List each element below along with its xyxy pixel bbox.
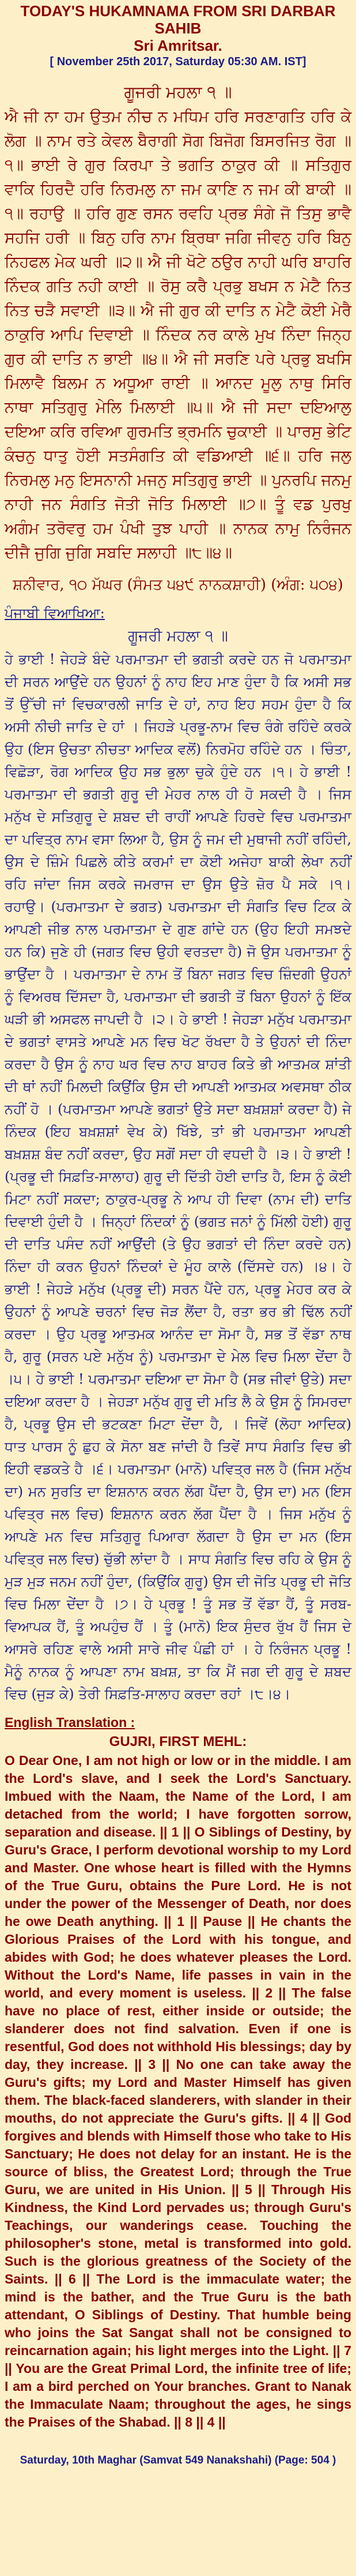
gurmukhi-dateline: ਸ਼ਨੀਵਾਰ, ੧੦ ਮੱਘਰ (ਸੰਮਤ ੫੪੯ ਨਾਨਕਸ਼ਾਹੀ) (ਅੰਗ: ੫੦੪) bbox=[13, 576, 343, 594]
english-section-label: English Translation : bbox=[5, 1715, 135, 1730]
header-location: Sri Amritsar. bbox=[134, 37, 222, 54]
punjabi-explanation: ਹੇ ਭਾਈ ! ਜੇਹੜੇ ਬੰਦੇ ਪਰਮਾਤਮਾ ਦੀ ਭਗਤੀ ਕਰਦੇ ਹਨ ਜੋ ਪਰਮਾਤਮਾ ਦੀ ਸਰਨ ਆਉਂਦੇ ਹਨ ਉਹਨਾਂ ਨੂੰ ਨਾਹ ਇਹ ਮਾਣ ਹੁੰਦਾ ਹੈ ਕਿ ਅਸੀ ਸਭ ਤੋਂ ਉੱਚੀ ਜਾਂ ਵਿਚਕਾਰਲੀ ਜਾਤਿ ਦੇ ਹਾਂ, ਨਾਹ ਇਹ ਸਹਮ ਹੁੰਦਾ ਹੈ ਕਿ ਅਸੀ ਨੀਚੀ ਜਾਤਿ ਦੇ ਹਾਂ । ਜਿਹੜੇ ਪ੍ਰਭੂ-ਨਾਮ ਵਿਚ ਰੰਗੇ ਰਹਿੰਦੇ ਕਰਕੇ ਉਹ (ਇਸ ਉਚਤਾ ਨੀਚਤਾ ਆਦਿਕ ਵਲੋਂ) ਨਿਰਮੋਹ ਰਹਿੰਦੇ ਹਨ । ਚਿੰਤਾ, ਵਿਛੋੜਾ, ਰੋਗ ਆਦਿਕ ਉਹ ਸਭ ਭੁਲਾ ਚੁਕੇ ਹੁੰਦੇ ਹਨ ।੧। ਹੇ ਭਾਈ ! ਪਰਮਾਤਮਾ ਦੀ ਭਗਤੀ ਗੁਰੂ ਦੀ ਮੇਹਰ ਨਾਲ ਹੀ ਹੋ ਸਕਦੀ ਹੈ । ਜਿਸ ਮਨੁੱਖ ਦੇ ਸਤਿਗੁਰੂ ਦੇ ਸ਼ਬਦ ਦੀ ਰਾਹੀਂ ਆਪਣੇ ਹਿਰਦੇ ਵਿਚ ਪਰਮਾਤਮਾ ਦਾ ਪਵਿਤ੍ਰ ਨਾਮ ਵਸਾ ਲਿਆ ਹੈ, ਉਸ ਨੂੰ ਜਮ ਦੀ ਮੁਥਾਜੀ ਨਹੀਂ ਰਹਿੰਦੀ, ਉਸ ਦੇ ਜ਼ਿੰਮੇ ਪਿਛਲੇ ਕੀਤੇ ਕਰਮਾਂ ਦਾ ਕੋਈ ਅਜੇਹਾ ਬਾਕੀ ਲੇਖਾ ਨਹੀਂ ਰਹਿ ਜਾਂਦਾ ਜਿਸ ਕਰਕੇ ਜਮਰਾਜ ਦਾ ਉਸ ਉਤੇ ਜ਼ੋਰ ਪੈ ਸਕੇ ।੧।ਰਹਾਉ। (ਪਰਮਾਤਮਾ ਦੇ ਭਗਤ) ਪਰਮਾਤਮਾ ਦੀ ਸੰਗਤਿ ਵਿਚ ਟਿਕ ਕੇ ਆਪਣੀ ਜੀਭ ਨਾਲ ਪਰਮਾਤਮਾ ਦੇ ਗੁਣ ਗਾਂਦੇ ਹਨ (ਉਹ ਇਹੀ ਸਮਝਦੇ ਹਨ ਕਿ) ਜੁਣੇ ਹੀ (ਜਗਤ ਵਿਚ ਉਹੀ ਵਰਤਦਾ ਹੈ) ਜੋ ਉਸ ਪਰਮਾਤਮਾ ਨੂੰ ਭਾਉਂਦਾ ਹੈ । ਪਰਮਾਤਮਾ ਦੇ ਨਾਮ ਤੋਂ ਬਿਨਾ ਜਗਤ ਵਿਚ ਜ਼ਿੰਦਗੀ ਉਹਨਾਂ ਨੂੰ ਵਿਅਰਥ ਦਿੱਸਦਾ ਹੈ, ਪਰਮਾਤਮਾ ਦੀ ਭਗਤੀ ਤੋਂ ਬਿਨਾ ਉਹਨਾਂ ਨੂੰ ਇੱਕ ਘੜੀ ਭੀ ਅਸਫਲ ਜਾਪਦੀ ਹੈ ।੨। ਹੇ ਭਾਈ ! ਜੇਹੜਾ ਮਨੁੱਖ ਪਰਮਾਤਮਾ ਦੇ ਭਗਤਾਂ ਵਾਸਤੇ ਆਪਣੇ ਮਨ ਵਿਚ ਖੋਟ ਰੱਖਦਾ ਹੈ ਤੇ ਉਹਨਾਂ ਦੀ ਨਿੰਦਾ ਕਰਦਾ ਹੈ ਉਸ ਨੂੰ ਨਾਹ ਘਰ ਵਿਚ ਨਾਹ ਬਾਹਰ ਕਿਤੇ ਭੀ ਆਤਮਕ ਸ਼ਾਂਤੀ ਦੀ ਥਾਂ ਨਹੀਂ ਮਿਲਦੀ ਕਿਉਂਕਿ ਉਸ ਦੀ ਆਪਣੀ ਆਤਮਕ ਅਵਸਥਾ ਠੀਕ ਨਹੀਂ ਹੋ । (ਪਰਮਾਤਮਾ ਆਪਣੇ ਭਗਤਾਂ ਉਤੇ ਸਦਾ ਬਖ਼ਸ਼ਸ਼ਾਂ ਕਰਦਾ ਹੈ) ਜੇ ਨਿੰਦਕ (ਇਹ ਬਖ਼ਸ਼ਸ਼ਾਂ ਵੇਖ ਕੇ) ਖਿੱਝੇ, ਤਾਂ ਭੀ ਪਰਮਾਤਮਾ ਆਪਣੀ ਬਖ਼ਸ਼ਸ਼ ਬੰਦ ਨਹੀਂ ਕਰਦਾ, ਉਹ ਸਗੋਂ ਸਦਾ ਹੀ ਵਧਦੀ ਹੈ ।੩। ਹੇ ਭਾਈ ! (ਪ੍ਰਭੂ ਦੀ ਸਿਫ਼ਤਿ-ਸਾਲਾਹ) ਗੁਰੂ ਦੀ ਦਿੱਤੀ ਹੋਈ ਦਾਤਿ ਹੈ, ਇਸ ਨੂੰ ਕੋਈ ਮਿਟਾ ਨਹੀਂ ਸਕਦਾ; ਠਾਕੁਰ-ਪ੍ਰਭੂ ਨੇ ਆਪ ਹੀ ਦਿਵਾ (ਨਾਮ ਦੀ) ਦਾਤਿ ਦਿਵਾਈ ਹੁੰਦੀ ਹੈ । ਜਿਨ੍ਹਾਂ ਨਿੰਦਕਾਂ ਨੂੰ (ਭਗਤ ਜਨਾਂ ਨੂੰ ਮਿੱਲੀ ਹੋਈ) ਗੁਰੂ ਦੀ ਦਾਤਿ ਪਸੰਦ ਨਹੀਂ ਆਉਂਦੀ (ਤੇ ਉਹ ਭਗਤਾਂ ਦੀ ਨਿੰਦਾ ਕਰਦੇ ਹਨ) ਨਿੰਦਾ ਹੀ ਕਰਨ ਉਹਨਾਂ ਨਿੰਦਕਾਂ ਦੇ ਮੂੰਹ ਕਾਲੇ (ਦਿੱਸਦੇ ਹਨ) ।੪। ਹੇ ਭਾਈ ! ਜੇਹੜੇ ਮਨੁੱਖ (ਪ੍ਰਭੂ ਦੀ) ਸਰਨ ਪੈਂਦੇ ਹਨ, ਪ੍ਰਭੂ ਮੇਹਰ ਕਰ ਕੇ ਉਹਨਾਂ ਨੂੰ ਆਪਣੇ ਚਰਨਾਂ ਵਿਚ ਜੋੜ ਲੈਂਦਾ ਹੈ, ਰਤਾ ਭਰ ਭੀ ਢਿੱਲ ਨਹੀਂ ਕਰਦਾ । ਉਹ ਪ੍ਰਭੂ ਆਤਮਕ ਆਨੰਦ ਦਾ ਸੋਮਾ ਹੈ, ਸਭ ਤੋਂ ਵੱਡਾ ਨਾਥ ਹੈ, ਗੁਰੂ (ਸਰਨ ਪਏ ਮਨੁੱਖ ਨੂੰ) ਪਰਮਾਤਮਾ ਦੇ ਮੇਲ ਵਿਚ ਮਿਲਾ ਦੇਂਦਾ ਹੈ ।੫। ਹੇ ਭਾਈ ! ਪਰਮਾਤਮਾ ਦਇਆ ਦਾ ਸੋਮਾ ਹੈ (ਸਭ ਜੀਵਾਂ ਉਤੇ) ਸਦਾ ਦਇਆ ਕਰਦਾ ਹੈ । ਜੇਹੜਾ ਮਨੁੱਖ ਗੁਰੂ ਦੀ ਮਤਿ ਲੈ ਕੇ ਉਸ ਨੂੰ ਸਿਮਰਦਾ ਹੈ, ਪ੍ਰਭੂ ਉਸ ਦੀ ਭਟਕਣਾ ਮਿਟਾ ਦੇਂਦਾ ਹੈ, । ਜਿਵੇਂ (ਲੋਹਾ ਆਦਿਕ) ਧਾਤ ਪਾਰਸ ਨੂੰ ਛੁਹ ਕੇ ਸੋਨਾ ਬਣ ਜਾਂਦੀ ਹੈ ਤਿਵੇਂ ਸਾਧ ਸੰਗਤਿ ਵਿਚ ਭੀ ਇਹੀ ਵਡਕਤੇ ਹੈ ।੬। ਪਰਮਾਤਮਾ (ਮਾਨੋ) ਪਵਿਤ੍ਰ ਜਲ ਹੈ (ਜਿਸ ਮਨੁੱਖ ਦਾ) ਮਨ ਸੁਰਤਿ ਦਾ ਇਸ਼ਨਾਨ ਕਰਨ ਲੱਗ ਪੈਂਦਾ ਹੈ, ਉਸ ਦਾ) ਮਨ (ਇਸ ਪਵਿਤ੍ਰ ਜਲ ਵਿਚ) ਇਸ਼ਨਾਨ ਕਰਨ ਲੱਗ ਪੈਂਦਾ ਹੈ । ਜਿਸ ਮਨੁੱਖ ਨੂੰ ਆਪਣੇ ਮਨ ਵਿਚ ਸਤਿਗੁਰੂ ਪਿਆਰਾ ਲੱਗਦਾ ਹੈ ਉਸ ਦਾ ਮਨ (ਇਸ ਪਵਿਤ੍ਰ ਜਲ ਵਿਚ) ਚੁੱਭੀ ਲਾਂਦਾ ਹੈ । ਸਾਧ ਸੰਗਤਿ ਵਿਚ ਰਹਿ ਕੇ ਉਸ ਨੂੰ ਮੁੜ ਮੁੜ ਜਨਮ ਨਹੀਂ ਹੁੰਦਾ, (ਕਿਉਂਕਿ ਗੁਰੂ) ਉਸ ਦੀ ਜੋਤਿ ਪ੍ਰਭੂ ਦੀ ਜੋਤਿ ਵਿਚ ਮਿਲਾ ਦੇਂਦਾ ਹੈ ।੭। ਹੇ ਪ੍ਰਭੂ ! ਤੂੰ ਸਭ ਤੋਂ ਵੱਡਾ ਹੈਂ, ਤੂੰ ਸਰਬ-ਵਿਆਪਕ ਹੈਂ, ਤੂੰ ਅਪਹੁੰਚ ਹੈਂ । ਤੂੰ (ਮਾਨੋ) ਇਕ ਸੁੰਦਰ ਰੁੱਖ ਹੈਂ ਜਿਸ ਦੇ ਆਸਰੇ ਰਹਿਣ ਵਾਲੇ ਅਸੀ ਸਾਰੇ ਜੀਵ ਪੰਛੀ ਹਾਂ । ਹੇ ਨਿਰੰਜਨ ਪ੍ਰਭੂ ! ਮੈਨੂੰ ਨਾਨਕ ਨੂੰ ਆਪਣਾ ਨਾਮ ਬਖ਼ਸ਼, ਤਾ ਕਿ ਮੈਂ ਜਗ ਦੀ ਗੁਰੂ ਦੇ ਸ਼ਬਦ ਵਿਚ (ਜੁੜ ਕੇ) ਤੇਰੀ ਸਿਫ਼ਤਿ-ਸਾਲਾਹ ਕਰਦਾ ਰਹਾਂ ।੮।੪। bbox=[5, 651, 351, 1702]
punjabi-section-label: ਪੰਜਾਬੀ ਵਿਆਖਿਆ: bbox=[5, 605, 105, 621]
header-title: TODAY'S HUKAMNAMA FROM SRI DARBAR SAHIB bbox=[20, 2, 336, 37]
page-header bbox=[5, 2, 351, 69]
gurbani-text: ਐ ਜੀ ਨਾ ਹਮ ਉਤਮ ਨੀਚ ਨ ਮਧਿਮ ਹਰਿ ਸਰਣਾਗਤਿ ਹਰਿ ਕੇ ਲੋਗ ॥ ਨਾਮ ਰਤੇ ਕੇਵਲ ਬੈਰਾਗੀ ਸੋਗ ਬਿਜੋਗ ਬਿਸਰਜਿਤ ਰੋਗ ॥੧॥ ਭਾਈ ਰੇ ਗੁਰ ਕਿਰਪਾ ਤੇ ਭਗਤਿ ਠਾਕੁਰ ਕੀ ॥ ਸਤਿਗੁਰ ਵਾਕਿ ਹਿਰਦੈ ਹਰਿ ਨਿਰਮਲੁ ਨਾ ਜਮ ਕਾਣਿ ਨ ਜਮ ਕੀ ਬਾਕੀ ॥੧॥ ਰਹਾਉ ॥ ਹਰਿ ਗੁਣ ਰਸਨ ਰਵਹਿ ਪ੍ਰਭ ਸੰਗੇ ਜੋ ਤਿਸੁ ਭਾਵੈ ਸਹਜਿ ਹਰੀ ॥ ਬਿਨੁ ਹਰਿ ਨਾਮ ਬ੍ਰਿਥਾ ਜਗਿ ਜੀਵਨੁ ਹਰਿ ਬਿਨੁ ਨਿਹਫਲ ਮੇਕ ਘਰੀ ॥੨॥ ਐ ਜੀ ਖੋਟੇ ਠਉਰ ਨਾਹੀ ਘਰਿ ਬਾਹਰਿ ਨਿੰਦਕ ਗਤਿ ਨਹੀ ਕਾਈ ॥ ਰੋਸੁ ਕਰੈ ਪ੍ਰਭੁ ਬਖਸ ਨ ਮੇਟੈ ਨਿਤ ਨਿਤ ਚੜੈ ਸਵਾਈ ॥੩॥ ਐ ਜੀ ਗੁਰ ਕੀ ਦਾਤਿ ਨ ਮੇਟੈ ਕੋਈ ਮੇਰੈ ਠਾਕੁਰਿ ਆਪਿ ਦਿਵਾਈ ॥ ਨਿੰਦਕ ਨਰ ਕਾਲੇ ਮੁਖ ਨਿੰਦਾ ਜਿਨ੍ਹ ਗੁਰ ਕੀ ਦਾਤਿ ਨ ਭਾਈ ॥੪॥ ਐ ਜੀ ਸਰਣਿ ਪਰੇ ਪ੍ਰਭੁ ਬਖਸਿ ਮਿਲਾਵੈ ਬਿਲਮ ਨ ਅਧੂਆ ਰਾਈ ॥ ਆਨਦ ਮੂਲੁ ਨਾਥੁ ਸਿਰਿ ਨਾਥਾ ਸਤਿਗੁਰੁ ਮੇਲਿ ਮਿਲਾਈ ॥੫॥ ਐ ਜੀ ਸਦਾ ਦਇਆਲੁ ਦਇਆ ਕਰਿ ਰਵਿਆ ਗੁਰਮਤਿ ਭ੍ਰਮਨਿ ਚੁਕਾਈ ॥ ਪਾਰਸੁ ਭੇਟਿ ਕੰਚਨੁ ਧਾਤੁ ਹੋਈ ਸਤਸੰਗਤਿ ਕੀ ਵਡਿਆਈ ॥੬॥ ਹਰਿ ਜਲੁ ਨਿਰਮਲੁ ਮਨੁ ਇਸਨਾਨੀ ਮਜਨੁ ਸਤਿਗੁਰੁ ਭਾਈ ॥ ਪੁਨਰਪਿ ਜਨਮੁ ਨਾਹੀ ਜਨ ਸੰਗਤਿ ਜੋਤੀ ਜੋਤਿ ਮਿਲਾਈ ॥੭॥ ਤੂੰ ਵਡ ਪੁਰਖੁ ਅਗੰਮ ਤਰੋਵਰੁ ਹਮ ਪੰਖੀ ਤੁਝ ਪਾਹੀ ॥ ਨਾਨਕ ਨਾਮੁ ਨਿਰੰਜਨ ਦੀਜੈ ਜੁਗਿ ਜੁਗਿ ਸਬਦਿ ਸਲਾਹੀ ॥੮॥੪॥ bbox=[5, 108, 351, 562]
english-raag-title: GUJRI, FIRST MEHL: bbox=[109, 1734, 247, 1749]
page-footer-date: Saturday, 10th Maghar (Samvat 549 Nanakshahi) (Page: 504 ) bbox=[20, 2454, 336, 2466]
gurmukhi-raag-title: ਗੂਜਰੀ ਮਹਲਾ ੧ ॥ bbox=[124, 82, 232, 102]
english-translation: O Dear One, I am not high or low or in the middle. I am the Lord's slave, and I seek the Lord's Sanctuary. Imbued with the Naam, the Name of the Lord, I am detached from the world; I have forgotten sorrow, separation and disease. || 1 || O Siblings of Destiny, by Guru's Grace, I perform devotional worship to my Lord and Master. One whose heart is filled with the Hymns of the True Guru, obtains the Pure Lord. He is not under the power of the Messenger of Death, nor does he owe Death anything. || 1 || Pause || He chants the Glorious Praises of the Lord with his tongue, and abides with God; he does whatever pleases the Lord. Without the Lord's Name, life passes in vain in the world, and every moment is useless. || 2 || The false have no place of rest, either inside or outside; the slanderer does not find salvation. Even if one is resentful, God does not withhold His blessings; day by day, they increase. || 3 || No one can take away the Guru's gifts; my Lord and Master Himself has given them. The black-faced slanderers, with slander in their mouths, do not appreciate the Guru's gifts. || 4 || God forgives and blends with Himself those who take to His Sanctuary; He does not delay for an instant. He is the source of bliss, the Greatest Lord; through the True Guru, we are united in His Union. || 5 || Through His Kindness, the Kind Lord pervades us; through Guru's Teachings, our wanderings cease. Touching the philosopher's stone, metal is transformed into gold. Such is the glorious greatness of the Society of the Saints. || 6 || The Lord is the immaculate water; the mind is the bather, and the True Guru is the bath attendant, O Siblings of Destiny. That humble being who joins the Sat Sangat shall not be consigned to reincarnation again; his light merges into the Light. || 7 || You are the Great Primal Lord, the infinite tree of life; I am a bird perched on Your branches. Grant to Nanak the Immaculate Naam; throughout the ages, he sings the Praises of the Shabad. || 8 || 4 || bbox=[5, 1753, 351, 2429]
header-date: [ November 25th 2017, Saturday 05:30 AM. IST] bbox=[50, 55, 306, 68]
punjabi-raag-title: ਗੂਜਰੀ ਮਹਲਾ ੧ ॥ bbox=[128, 628, 228, 645]
